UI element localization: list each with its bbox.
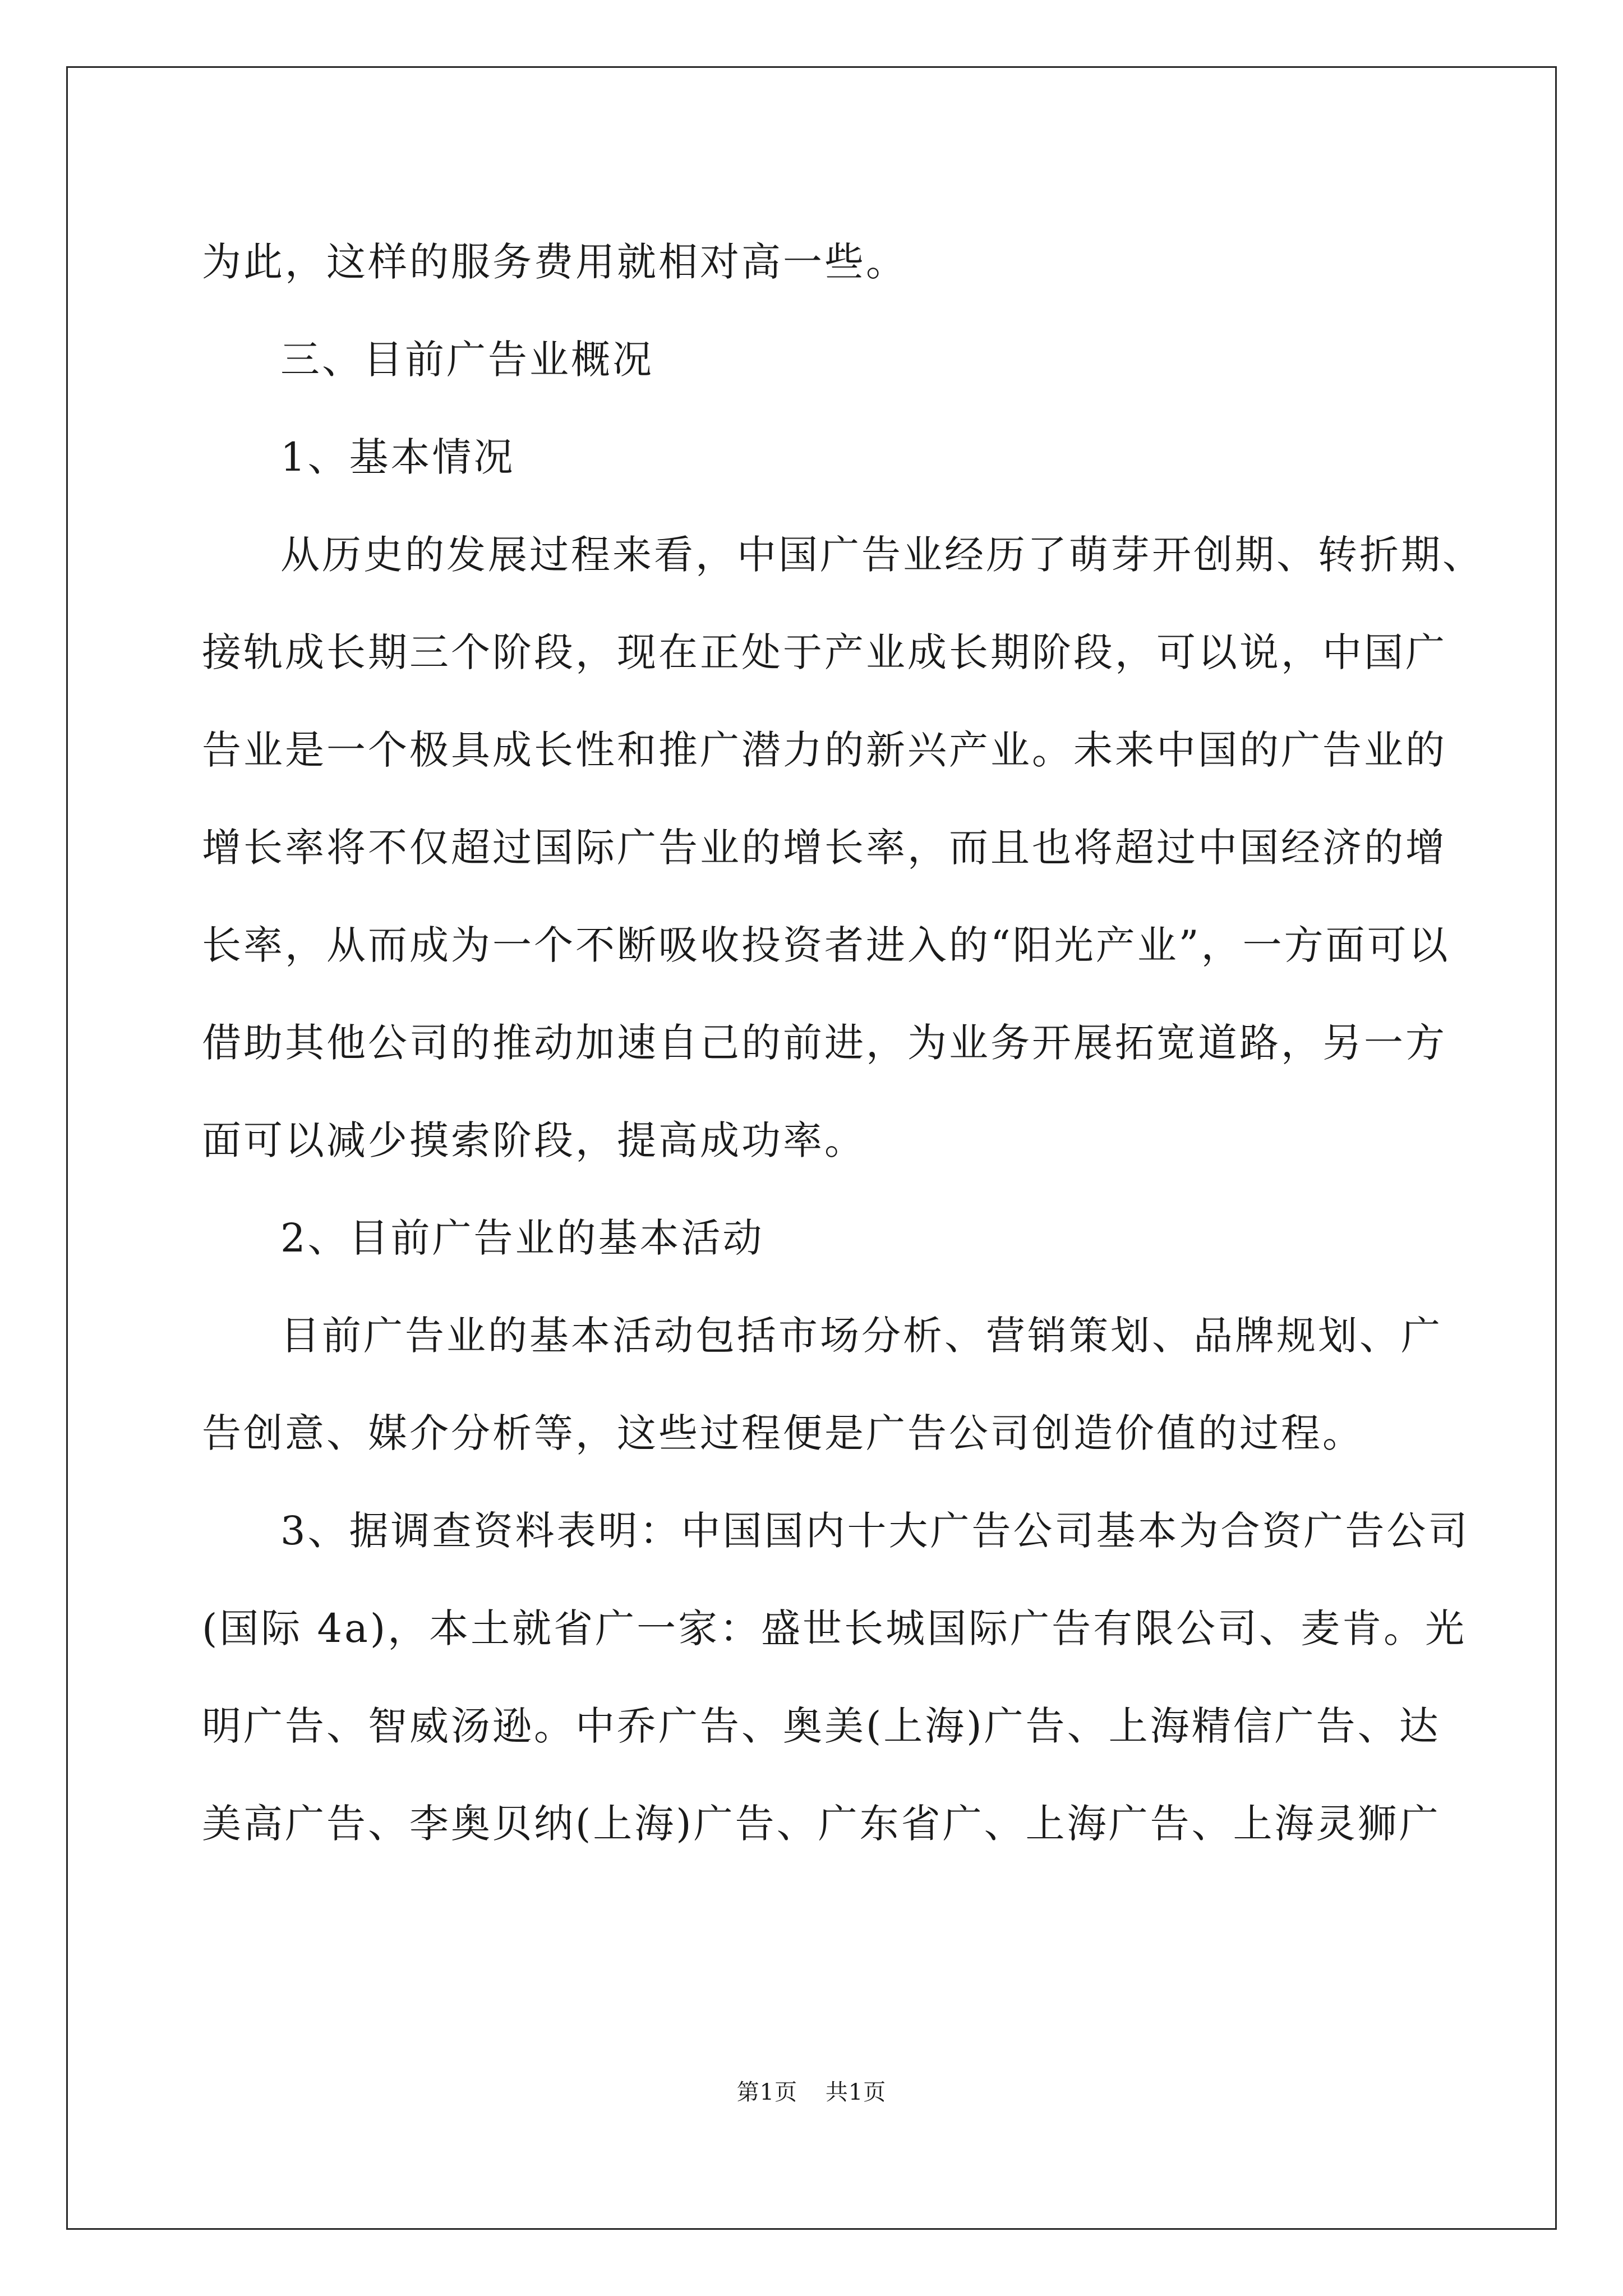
paragraph-line: 面可以减少摸索阶段，提高成功率。	[202, 1117, 866, 1163]
page-number: 第1页	[736, 2079, 798, 2105]
subsection-heading: 2、目前广告业的基本活动	[280, 1215, 764, 1261]
paragraph-first-line: 3、据调查资料表明：中国国内十大广告公司基本为合资广告公司	[280, 1508, 1470, 1554]
section-heading: 三、目前广告业概况	[280, 337, 654, 383]
paragraph-line: (国际 4a)，本土就省广一家：盛世长城国际广告有限公司、麦肯。光	[202, 1605, 1467, 1651]
paragraph-line: 告业是一个极具成长性和推广潜力的新兴产业。未来中国的广告业的	[202, 727, 1447, 773]
paragraph-line: 告创意、媒介分析等，这些过程便是广告公司创造价值的过程。	[202, 1410, 1364, 1456]
paragraph-line: 增长率将不仅超过国际广告业的增长率，而且也将超过中国经济的增	[202, 825, 1447, 871]
paragraph-line: 借助其他公司的推动加速自己的前进，为业务开展拓宽道路，另一方	[202, 1020, 1447, 1066]
paragraph-line: 接轨成长期三个阶段，现在正处于产业成长期阶段，可以说，中国广	[202, 629, 1447, 675]
page-footer	[0, 2076, 1623, 2109]
paragraph-line: 明广告、智威汤逊。中乔广告、奥美(上海)广告、上海精信广告、达	[202, 1703, 1441, 1749]
page-total: 共1页	[825, 2079, 887, 2105]
subsection-heading: 1、基本情况	[280, 434, 515, 480]
document-body	[202, 213, 1484, 1872]
text-line-continuation: 为此，这样的服务费用就相对高一些。	[202, 239, 907, 285]
paragraph-line: 美高广告、李奥贝纳(上海)广告、广东省广、上海广告、上海灵狮广	[202, 1801, 1441, 1847]
paragraph-first-line: 目前广告业的基本活动包括市场分析、营销策划、品牌规划、广	[280, 1313, 1442, 1359]
paragraph-first-line: 从历史的发展过程来看，中国广告业经历了萌芽开创期、转折期、	[280, 532, 1484, 578]
paragraph-line: 长率，从而成为一个不断吸收投资者进入的“阳光产业”，一方面可以	[202, 922, 1450, 968]
